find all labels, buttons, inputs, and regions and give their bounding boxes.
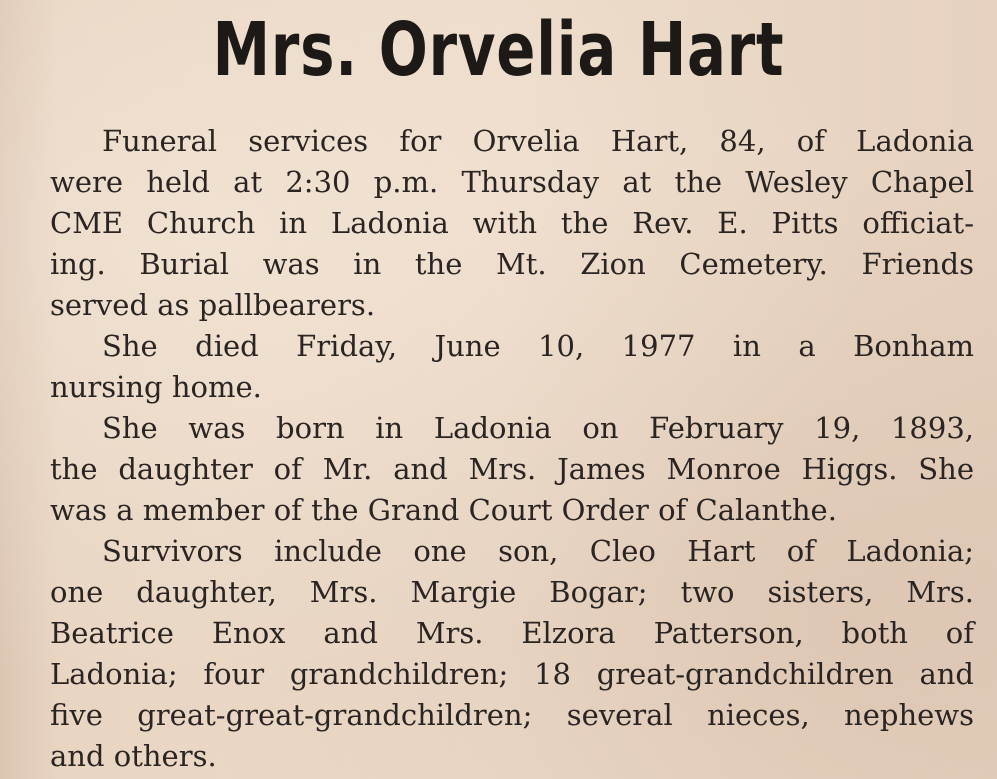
text-line: She died Friday, June 10, 1977 in a Bonham [102, 329, 974, 363]
text-line: one daughter, Mrs. Margie Bogar; two sisters, Mrs. [50, 575, 974, 609]
text-line: ing. Burial was in the Mt. Zion Cemetery. Friends [50, 247, 974, 281]
text-line: Beatrice Enox and Mrs. Elzora Patterson, both of [50, 616, 974, 650]
paragraph-birth [50, 408, 974, 531]
text-line: were held at 2:30 p.m. Thursday at the Wesley Chapel [50, 165, 974, 199]
text-line: and others. [50, 739, 217, 773]
obituary-headline: Mrs. Orvelia Hart [212, 7, 785, 93]
text-line: the daughter of Mr. and Mrs. James Monroe Higgs. She [50, 452, 974, 486]
text-line: nursing home. [50, 370, 262, 404]
text-line: CME Church in Ladonia with the Rev. E. Pitts officiat- [50, 206, 974, 240]
text-line: was a member of the Grand Court Order of Calanthe. [50, 493, 837, 527]
text-line: Funeral services for Orvelia Hart, 84, of Ladonia [102, 124, 974, 158]
text-line: five great-great-grandchildren; several nieces, nephews [50, 698, 974, 732]
obituary-body [50, 121, 974, 777]
text-line: Ladonia; four grandchildren; 18 great-grandchildren and [50, 657, 974, 691]
paragraph-survivors [50, 531, 974, 777]
text-line: She was born in Ladonia on February 19, 1893, [102, 411, 974, 445]
text-line: served as pallbearers. [50, 288, 376, 322]
paragraph-death [50, 326, 974, 408]
paragraph-funeral-services [50, 121, 974, 326]
text-line: Survivors include one son, Cleo Hart of Ladonia; [102, 534, 974, 568]
